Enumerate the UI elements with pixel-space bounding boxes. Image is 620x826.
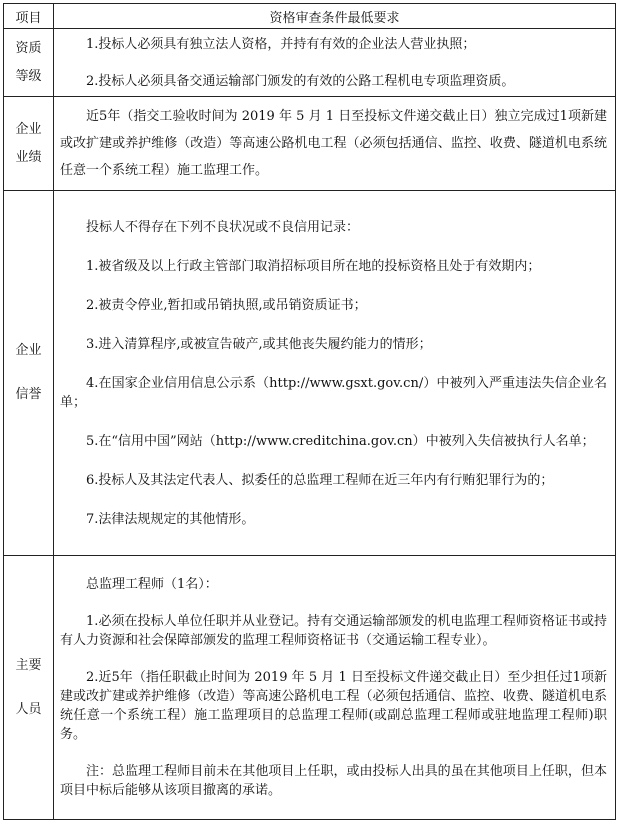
table-header-row xyxy=(4,4,616,29)
category-cell xyxy=(4,191,54,556)
requirement-paragraph: 4.在国家企业信用信息公示系（http://www.gsxt.gov.cn/）中被列入严重违法失信企业名单； xyxy=(60,375,607,410)
requirement-paragraph: 2.被责令停业,暂扣或吊销执照,或吊销资质证书； xyxy=(86,297,367,313)
category-cell xyxy=(4,29,54,97)
table-row-personnel xyxy=(4,556,616,820)
category-line: 信誉 xyxy=(15,387,42,402)
category-line: 人员 xyxy=(15,701,42,717)
requirement-paragraph: 5.在“信用中国”网站（http://www.creditchina.gov.cn）中被列入失信被执行人名单； xyxy=(86,433,595,449)
header-item: 项目 xyxy=(4,4,54,29)
requirement-paragraph: 2.投标人必须具备交通运输部门颁发的有效的公路工程机电专项监理资质。 xyxy=(86,73,515,89)
requirements-cell xyxy=(54,29,616,97)
requirement-paragraph: 1.必须在投标人单位任职并从业登记。持有交通运输部颁发的机电监理工程师资格证书或持有人力资源和社会保障部颁发的监理工程师资格证书（交通运输工程专业）。 xyxy=(60,614,607,648)
requirements-cell xyxy=(54,556,616,820)
requirements-cell xyxy=(54,191,616,556)
category-line: 业绩 xyxy=(15,149,42,165)
table-row-credit xyxy=(4,191,616,556)
qualification-requirements-table xyxy=(3,3,616,820)
requirement-paragraph: 总监理工程师（1名）： xyxy=(86,577,218,592)
requirement-paragraph: 投标人不得存在下列不良状况或不良信用记录： xyxy=(86,219,360,235)
category-line: 资质 xyxy=(15,40,42,56)
table-row-performance xyxy=(4,97,616,191)
category-line: 等级 xyxy=(15,68,42,84)
header-requirements: 资格审查条件最低要求 xyxy=(54,4,616,29)
requirement-paragraph: 近5年（指交工验收时间为 2019 年 5 月 1 日至投标文件递交截止日）独立完成过1项新建或改扩建或养护维修（改造）等高速公路机电工程（必须包括通信、监控、收费、隧道机电系统任意一个系统工程）施工监理工作。 xyxy=(60,109,607,178)
requirements-cell xyxy=(54,97,616,191)
requirement-paragraph: 3.进入清算程序,或被宣告破产,或其他丧失履约能力的情形； xyxy=(86,336,432,352)
requirement-paragraph: 1.被省级及以上行政主管部门取消招标项目所在地的投标资格且处于有效期内； xyxy=(86,258,541,274)
category-line: 企业 xyxy=(15,121,42,137)
requirement-paragraph: 2.近5年（指任职截止时间为 2019 年 5 月 1 日至投标文件递交截止日）至少担任过1项新建或改扩建或养护维修（改造）等高速公路机电工程（必须包括通信、监控、收费、隧道机电系统任意一个系统工程）施工监理项目的总监理工程师(或副总监理工程师或驻地监理工程师)职务。 xyxy=(60,670,607,742)
category-line: 主要 xyxy=(15,657,42,673)
category-cell xyxy=(4,97,54,191)
category-cell xyxy=(4,556,54,820)
requirement-paragraph: 6.投标人及其法定代表人、拟委任的总监理工程师在近三年内有行贿犯罪行为的； xyxy=(86,472,554,488)
requirement-paragraph: 注：总监理工程师目前未在其他项目上任职，或由投标人出具的虽在其他项目上任职，但本项目中标后能够从该项目撤离的承诺。 xyxy=(60,764,607,798)
requirement-paragraph: 7.法律法规规定的其他情形。 xyxy=(86,511,255,527)
table-row-qualification xyxy=(4,29,616,97)
requirements-table-sheet xyxy=(3,3,615,821)
category-line: 企业 xyxy=(15,343,42,358)
requirement-paragraph: 1.投标人必须具有独立法人资格，并持有有效的企业法人营业执照； xyxy=(86,36,476,52)
